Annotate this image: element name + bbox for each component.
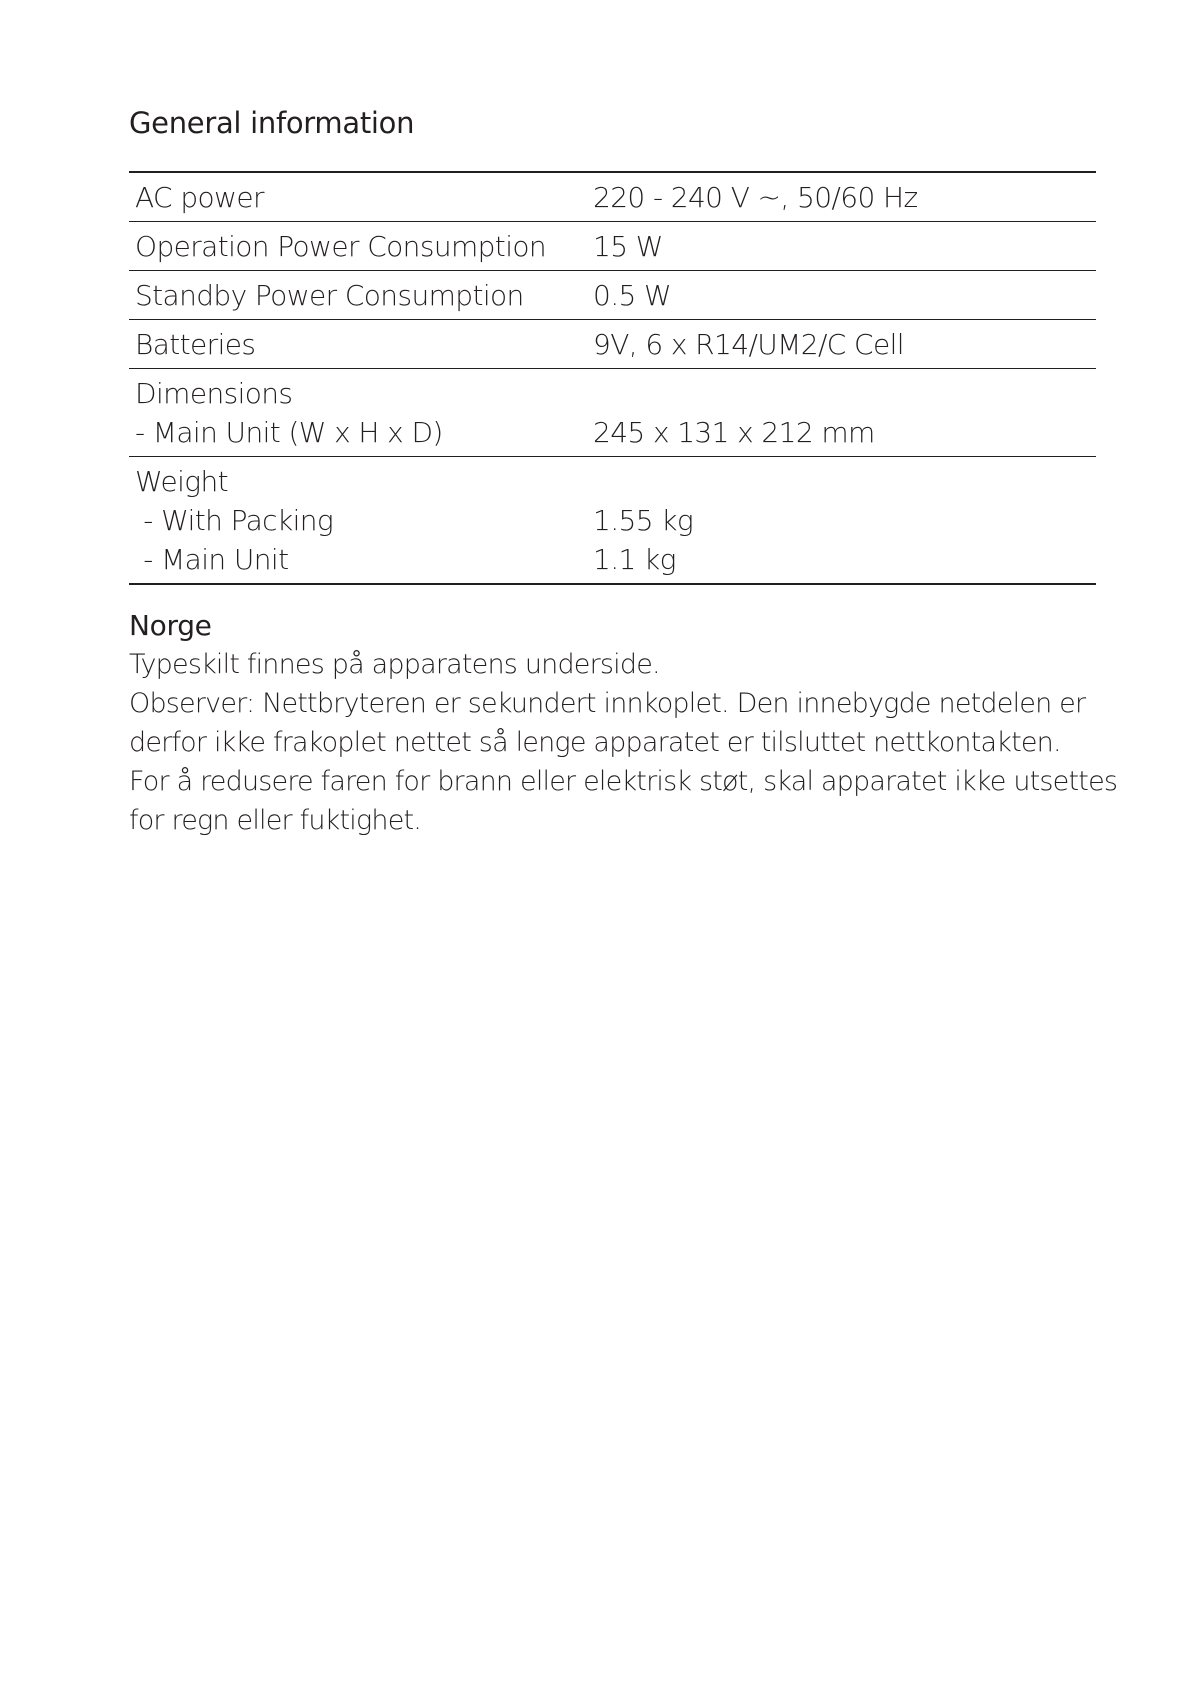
spec-label: [129, 457, 593, 585]
spec-label-line: AC power: [135, 181, 264, 214]
norge-text-line: for regn eller fuktighet.: [129, 805, 422, 836]
spec-label-line: - Main Unit (W x H x D): [135, 416, 443, 449]
spec-label-line: - Main Unit: [135, 543, 289, 576]
spec-value-line: 9V, 6 x R14/UM2/C Cell: [593, 328, 904, 361]
spec-label: [129, 172, 593, 222]
spec-label: [129, 271, 593, 320]
spec-label: [129, 320, 593, 369]
table-row-weight: [129, 457, 1096, 585]
spec-value: [593, 320, 1096, 369]
norge-text-line: Typeskilt finnes på apparatens underside.: [129, 649, 660, 680]
spec-label-line: Dimensions: [135, 377, 293, 410]
spec-value-line: 245 x 131 x 212 mm: [593, 416, 875, 449]
table-row-dimensions: [129, 369, 1096, 457]
spec-value: [593, 172, 1096, 222]
section-title-general-information: General information: [129, 106, 415, 140]
spec-label: [129, 369, 593, 457]
norge-text-line: For å redusere faren for brann eller elektrisk støt, skal apparatet ikke utsettes: [129, 766, 1118, 797]
specifications-table: [129, 171, 1096, 585]
table-row-ac-power: [129, 172, 1096, 222]
table-row-operation-power: [129, 222, 1096, 271]
spec-value: [593, 369, 1096, 457]
spec-label-line: Weight: [135, 465, 228, 498]
spec-label-line: Standby Power Consumption: [135, 279, 524, 312]
spec-value: [593, 457, 1096, 585]
spec-label-line: - With Packing: [135, 504, 334, 537]
norge-text-line: derfor ikke frakoplet nettet så lenge apparatet er tilsluttet nettkontakten.: [129, 727, 1061, 758]
spec-value-line: 1.55 kg: [593, 504, 694, 537]
spec-value-line: 1.1 kg: [593, 543, 676, 576]
norge-section: [129, 606, 1118, 840]
spec-label-line: Operation Power Consumption: [135, 230, 547, 263]
table-row-batteries: [129, 320, 1096, 369]
spec-value-line: 0.5 W: [593, 279, 672, 312]
spec-value-line: 220 - 240 V ~, 50/60 Hz: [593, 181, 918, 214]
section-title-norge: Norge: [129, 609, 212, 642]
spec-label-line: Batteries: [135, 328, 256, 361]
spec-value: [593, 271, 1096, 320]
spec-label: [129, 222, 593, 271]
spec-value-line: 15 W: [593, 230, 663, 263]
spec-value: [593, 222, 1096, 271]
table-row-standby-power: [129, 271, 1096, 320]
norge-text-line: Observer: Nettbryteren er sekundert innkoplet. Den innebygde netdelen er: [129, 688, 1086, 719]
